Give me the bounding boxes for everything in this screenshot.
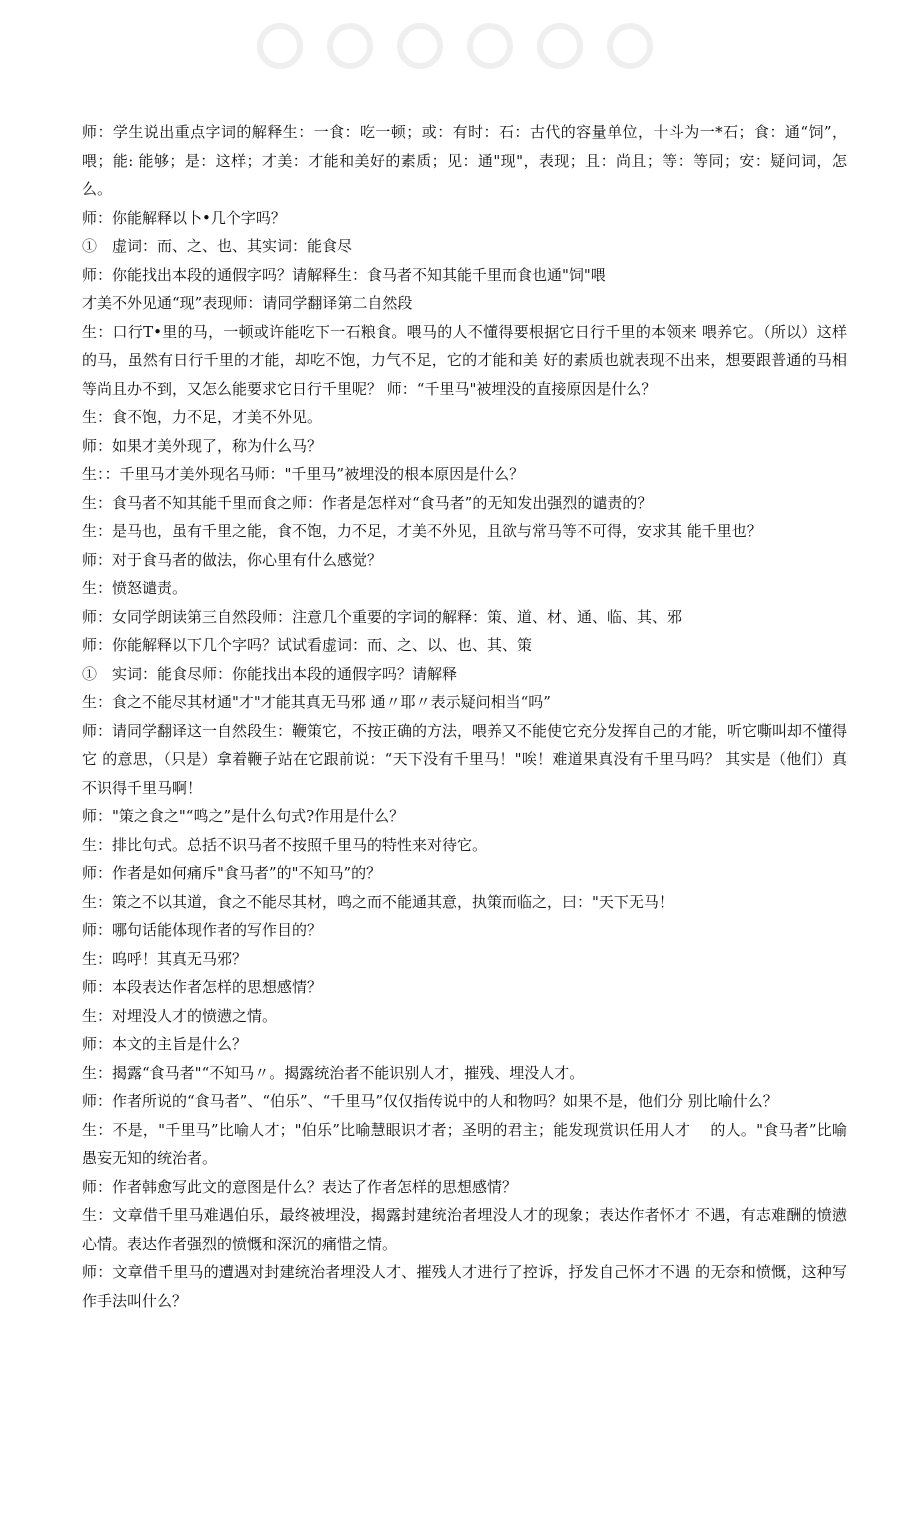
paragraph: 师：学生说出重点字词的解释生：一食：吃一顿；或：有时：石：古代的容量单位，十斗为一*石；食：通“饲”，喂；能: 能够；是：这样；才美：才能和美好的素质；见：通"现"，表现；且：尚且；等：等同；安：疑问词，怎么。 (82, 123, 847, 198)
paragraph: 才美不外见通“现”表现师：请同学翻译第二自然段 (82, 294, 413, 312)
paragraph: 生：排比句式。总括不识马者不按照千里马的特性来对待它。 (82, 835, 488, 854)
paragraph: 生：揭露“食马者"“不知马〃。揭露统治者不能识别人才，摧残、埋没人才。 (82, 1063, 585, 1082)
paragraph: 师：你能找出本段的通假字吗？请解释生：食马者不知其能千里而食也通"饲"喂 (82, 265, 606, 284)
paragraph: 师：作者是如何痛斥"食马者”的"不知马”的？ (82, 864, 382, 882)
paragraph: 师：女同学朗读第三自然段师：注意几个重要的字词的解释：策、道、材、通、临、其、邪 (82, 607, 683, 626)
paragraph: 生：愤怒谴责。 (82, 579, 188, 597)
paragraph: 师：请同学翻译这一自然段生：鞭策它，不按正确的方法，喂养又不能使它充分发挥自己的才能，听它嘶叫却不懂得它 的意思，（只是）拿着鞭子站在它跟前说：“天下没有千里马！"唉！难道果真没有千里马吗？ 其实是（他们）真不识得千里马啊！ (82, 721, 848, 797)
paragraph: 生：是马也，虽有千里之能，食不饱，力不足，才美不外见，且欲与常马等不可得，安求其 能千里也？ (82, 522, 762, 540)
paragraph: 生：不是，"千里马”比喻人才；"伯乐”比喻慧眼识才者；圣明的君主；能发现赏识任用人才 的人。"食马者”比喻愚妄无知的统治者。 (82, 1120, 847, 1167)
paragraph: 生：策之不以其道，食之不能尽其材，鸣之而不能通其意，执策而临之，曰："天下无马！ (82, 892, 674, 911)
paragraph: 师："策之食之"“鸣之”是什么句式?作用是什么？ (82, 807, 405, 825)
paragraph: 师：本文的主旨是什么？ (82, 1035, 248, 1053)
paragraph: 师：你能解释以卜•几个字吗？ (82, 208, 286, 227)
paragraph: 师：你能解释以下几个字吗？试试看虚词：而、之、以、也、其、策 (82, 636, 533, 654)
paragraph: 生：文章借千里马难遇伯乐，最终被埋没，揭露封建统治者埋没人才的现象；表达作者怀才 不遇，有志难酬的愤懑心情。表达作者强烈的愤慨和深沉的痛惜之情。 (82, 1206, 847, 1253)
paragraph: ① 虚词：而、之、也、其实词：能食尽 (82, 237, 353, 255)
paragraph: 师：本段表达作者怎样的思想感情？ (82, 978, 323, 996)
paragraph: 生：食之不能尽其材通"才"才能其真无马邪 通〃耶〃表示疑问相当“吗” (82, 693, 551, 711)
paragraph: 师：作者所说的“食马者”、“伯乐”、“千里马”仅仅指传说中的人和物吗？如果不是，他们分 别比喻什么？ (82, 1092, 778, 1110)
lesson-transcript (82, 118, 847, 1315)
paragraph: 生：对埋没人才的愤懑之情。 (82, 1006, 278, 1025)
paragraph: 生：食不饱，力不足，才美不外见。 (82, 408, 323, 426)
paragraph: 生：呜呼！其真无马邪？ (82, 949, 248, 968)
paragraph: 生：食马者不知其能千里而食之师：作者是怎样对“食马者”的无知发出强烈的谴责的？ (82, 493, 653, 512)
paragraph: 师：如果才美外现了，称为什么马？ (82, 436, 323, 455)
paragraph: ① 实词：能食尽师：你能找出本段的通假字吗？请解释 (82, 664, 458, 683)
watermark-graphic (250, 16, 670, 76)
paragraph: 师：哪句话能体现作者的写作目的？ (82, 921, 323, 939)
paragraph: 师：文章借千里马的遭遇对封建统治者埋没人才、摧残人才进行了控诉，抒发自己怀才不遇 的无奈和愤慨，这种写作手法叫什么？ (82, 1263, 847, 1310)
paragraph: 生：口行T•里的马，一顿或许能吃下一石粮食。喂马的人不懂得要根据它日行千里的本领来 喂养它。（所以）这样的马，虽然有日行千里的才能，却吃不饱，力气不足，它的才能和美 好的素质也就表现不出来，想要跟普通的马相等尚且办不到，又怎么能要求它日行千里呢？ 师：“千里马"被埋没的直接原因是什么？ (82, 322, 847, 398)
paragraph: 师：对于食马者的做法，你心里有什么感觉？ (82, 550, 383, 569)
paragraph: 生：：千里马才美外现名马师："千里马”被埋没的根本原因是什么？ (82, 465, 525, 483)
paragraph: 师：作者韩愈写此文的意图是什么？表达了作者怎样的思想感情？ (82, 1177, 518, 1196)
